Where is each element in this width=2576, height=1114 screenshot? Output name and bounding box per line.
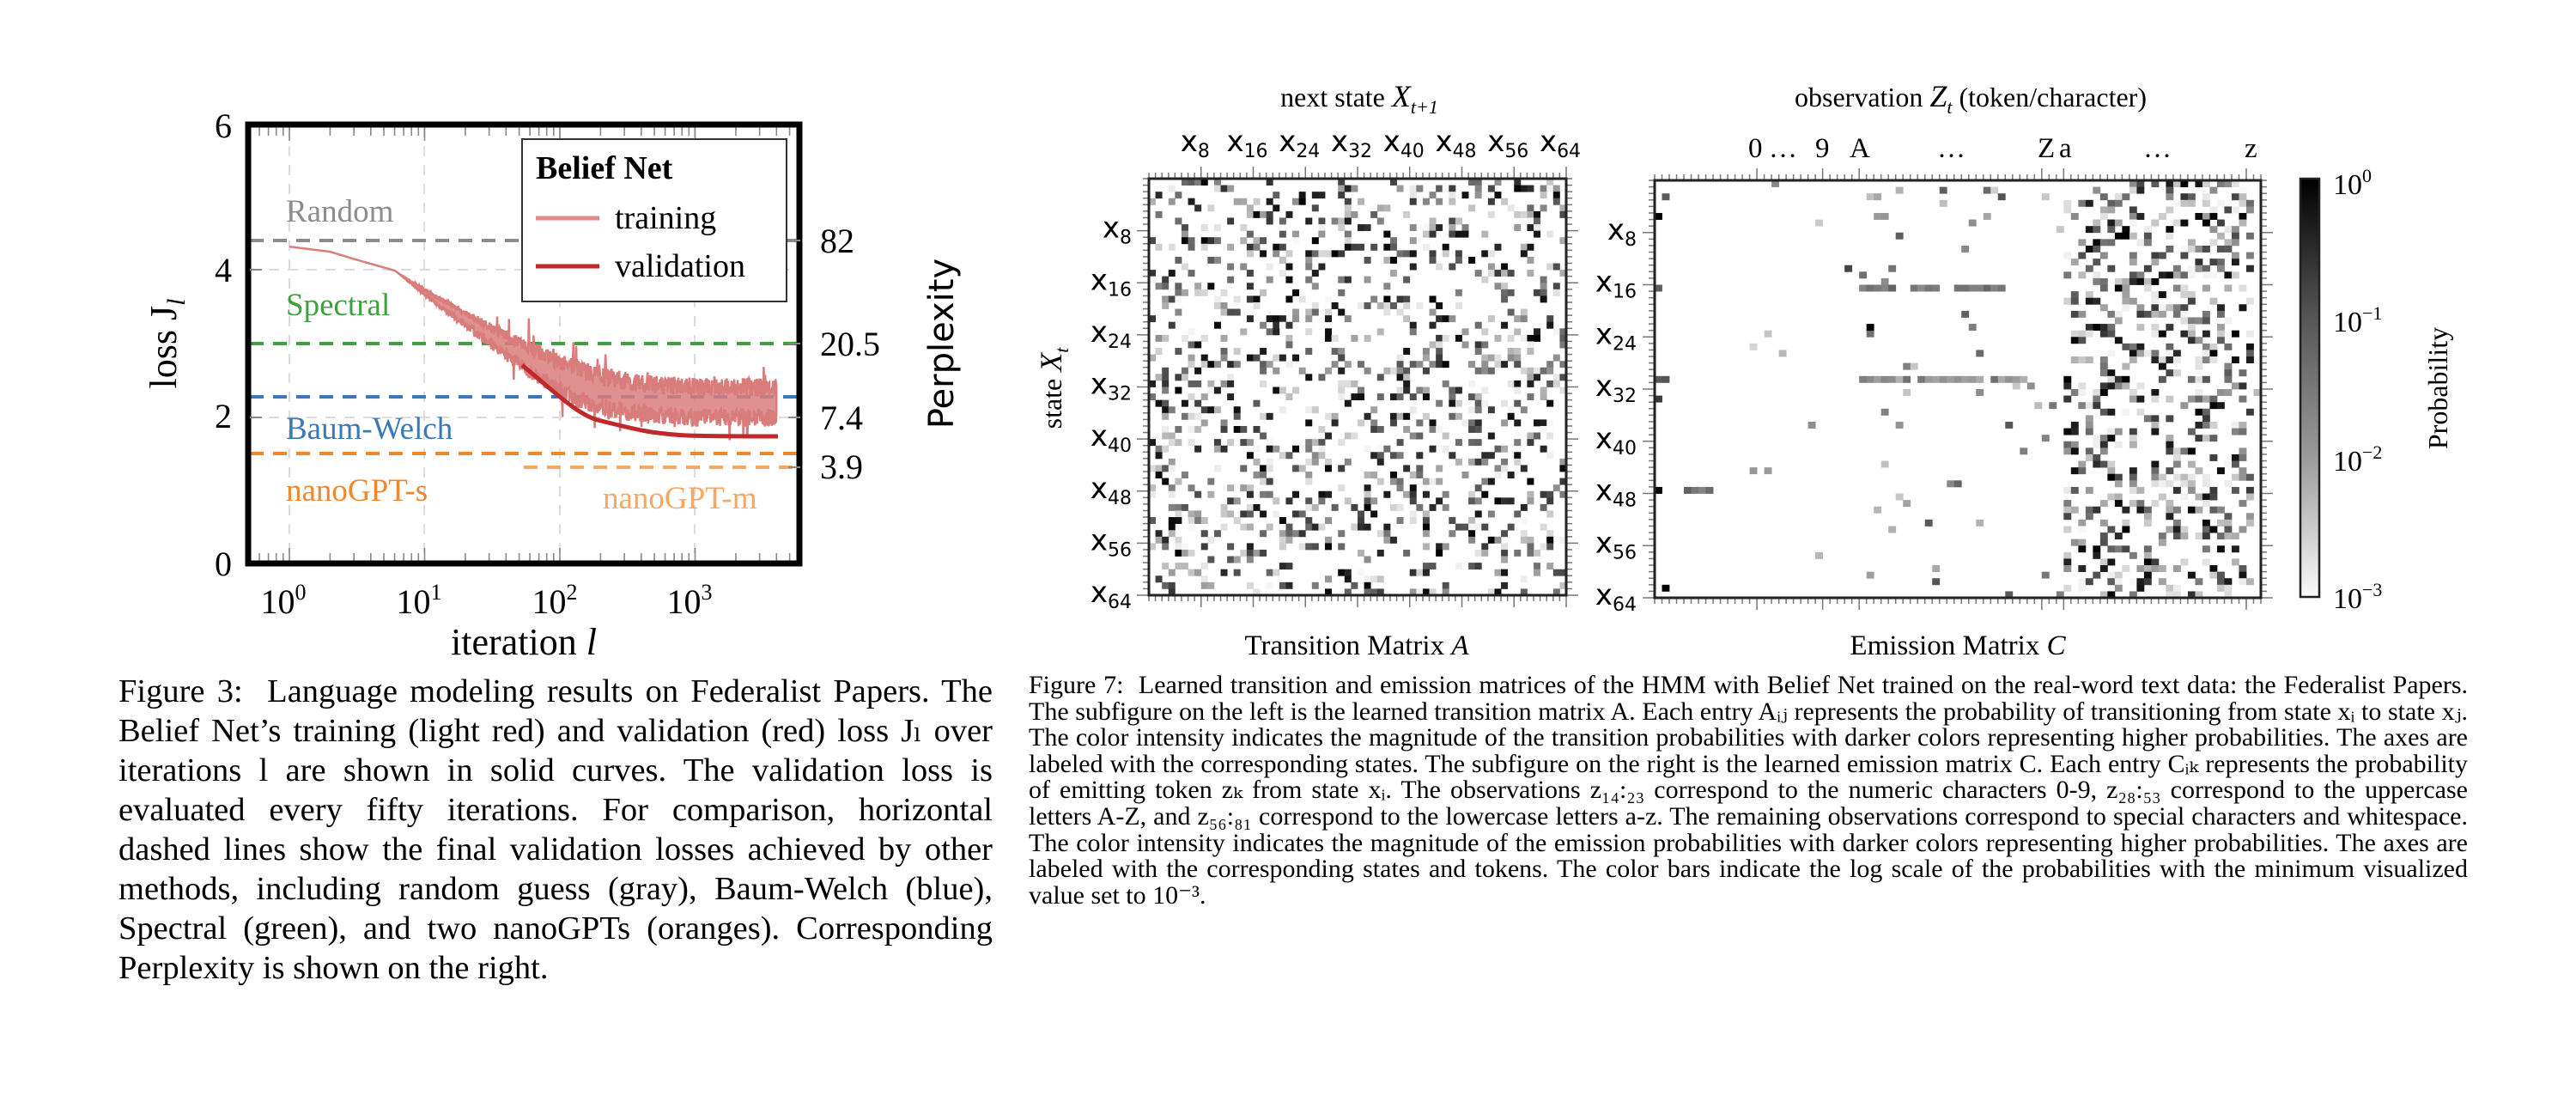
svg-text:x40: $x_{40}$ [1382,125,1425,162]
y2-axis-title: Perplexity [922,258,962,429]
svg-text:0: 0 [1748,133,1763,164]
transition-top-title: next state $X_{t+1}$ [1280,79,1438,118]
svg-text:10−2: $10^{-2}$ [2333,441,2383,478]
emission-x-labels [1748,133,2257,164]
svg-text:x24: $x_{24}$ [1279,125,1321,162]
svg-text:Z: Z [2038,133,2056,164]
colorbar [2300,179,2319,597]
svg-text:101: $10^1$ [396,580,442,621]
figure3-loss-chart [0,0,1013,670]
figure7-caption-text: Learned transition and emission matrices of the HMM with Belief Net trained on the real-word text data: the Federalist Papers. The subfigure on the left is the learned transition matrix A. Each entry Aᵢⱼ represents the probability of transitioning from state xᵢ to state xⱼ. The color intensity indicates the magnitude of the transition probabilities with darker colors representing higher probabilities. The axes are labeled with the corresponding states. The subfigure on the right is the learned emission matrix C. Each entry Cᵢₖ represents the probability of emitting token zₖ from state xᵢ. The observations z₁₄:₂₃ correspond to the numeric characters 0-9, z₂₈:₅₃ correspond to the uppercase letters A-Z, and z₅₆:₈₁ correspond to the lowercase letters a-z. The remaining observations correspond to special characters and whitespace. The color intensity indicates the magnitude of the emission probabilities with darker colors representing higher probabilities. The axes are labeled with the corresponding states and tokens. The color bars indicate the log scale of the probabilities with the minimum visualized value set to 10⁻³. [1029,671,2468,910]
legend-title: Belief Net [536,150,673,186]
legend [522,139,787,301]
figure7-caption-label: Figure 7: [1029,671,1124,699]
svg-text:…: … [1937,133,1965,164]
x-tick-labels [261,580,713,621]
x-axis-title: iteration l [451,621,597,663]
svg-text:6: 6 [215,107,232,145]
figure7-matrices [1013,0,2576,670]
svg-text:x64: $x_{64}$ [1595,578,1637,616]
legend-training: training [615,200,717,236]
svg-text:x32: $x_{32}$ [1090,367,1132,405]
legend-validation: validation [615,248,745,284]
svg-text:7.4: 7.4 [820,399,863,437]
y2-tick-labels [820,222,880,486]
svg-text:9: 9 [1815,133,1830,164]
svg-text:x8: $x_8$ [1102,210,1132,249]
emission-matrix-cells [1655,180,2261,598]
svg-text:x48: $x_{48}$ [1595,473,1637,512]
label-baum-welch: Baum-Welch [286,411,453,447]
y-tick-labels [215,107,232,583]
svg-text:x48: $x_{48}$ [1090,471,1132,509]
svg-text:82: 82 [820,222,854,260]
svg-text:4: 4 [215,251,232,289]
svg-text:x40: $x_{40}$ [1595,421,1637,460]
state-axis-title: state $X_t$ [1034,347,1072,429]
svg-text:x40: $x_{40}$ [1090,419,1132,458]
emission-matrix-title: Emission Matrix C [1850,630,2066,661]
colorbar-tick-labels [2333,165,2382,615]
svg-text:x48: $x_{48}$ [1435,125,1477,162]
svg-text:2: 2 [215,397,232,435]
svg-text:3.9: 3.9 [820,447,863,486]
transition-matrix-title: Transition Matrix A [1244,630,1469,661]
figure7-caption [1029,673,2468,909]
svg-text:x56: $x_{56}$ [1595,526,1637,564]
label-random: Random [286,194,394,229]
figure3-caption-text: Language modeling results on Federalist Papers. The Belief Net’s training (light red) and validation (red) loss Jₗ over iterations l are shown in solid curves. The validation loss is evaluated every fifty iterations. For comparison, horizontal dashed lines show the final validation losses achieved by other methods, including random guess (gray), Baum-Welch (blue), Spectral (green), and two nanoGPTs (oranges). Corresponding Perplexity is shown on the right. [118,673,993,986]
svg-text:20.5: 20.5 [820,325,880,363]
svg-text:100: $10^0$ [260,580,307,621]
y-axis-title: loss $J_l$ [143,298,191,389]
svg-text:x24: $x_{24}$ [1595,317,1637,356]
svg-text:x8: $x_8$ [1180,125,1210,162]
figure3-caption [118,672,993,988]
label-nanogpt-m: nanoGPT-m [603,481,757,516]
label-spectral: Spectral [286,288,391,323]
svg-text:103: $10^3$ [666,580,713,621]
svg-text:0: 0 [215,545,232,583]
svg-text:10−1: $10^{-1}$ [2333,302,2383,338]
svg-text:x56: $x_{56}$ [1487,125,1529,162]
svg-text:x32: $x_{32}$ [1595,369,1637,407]
svg-text:x64: $x_{64}$ [1539,125,1582,162]
svg-text:x24: $x_{24}$ [1090,314,1132,353]
colorbar-title: Probability [2422,326,2453,450]
figure3-caption-label: Figure 3: [118,673,243,709]
svg-text:x32: $x_{32}$ [1330,125,1373,162]
svg-text:…: … [1769,133,1797,164]
emission-matrix-frame [1655,180,2261,598]
transition-matrix-cells [1149,179,1566,595]
svg-text:…: … [2143,133,2172,164]
svg-text:x16: $x_{16}$ [1226,125,1268,162]
svg-text:a: a [2059,133,2072,164]
emission-top-title: observation $Z_t$ (token/character) [1795,79,2147,118]
svg-text:x8: $x_8$ [1607,212,1637,251]
svg-text:z: z [2245,133,2257,164]
svg-text:x16: $x_{16}$ [1595,265,1637,303]
svg-text:A: A [1850,133,1870,164]
svg-text:100: $10^0$ [2333,165,2372,201]
svg-text:10−3: $10^{-3}$ [2333,579,2383,615]
svg-text:x56: $x_{56}$ [1090,523,1132,562]
svg-text:x16: $x_{16}$ [1090,263,1132,301]
label-nanogpt-s: nanoGPT-s [286,473,428,508]
svg-text:x64: $x_{64}$ [1090,575,1132,613]
svg-text:102: $10^2$ [532,580,578,621]
